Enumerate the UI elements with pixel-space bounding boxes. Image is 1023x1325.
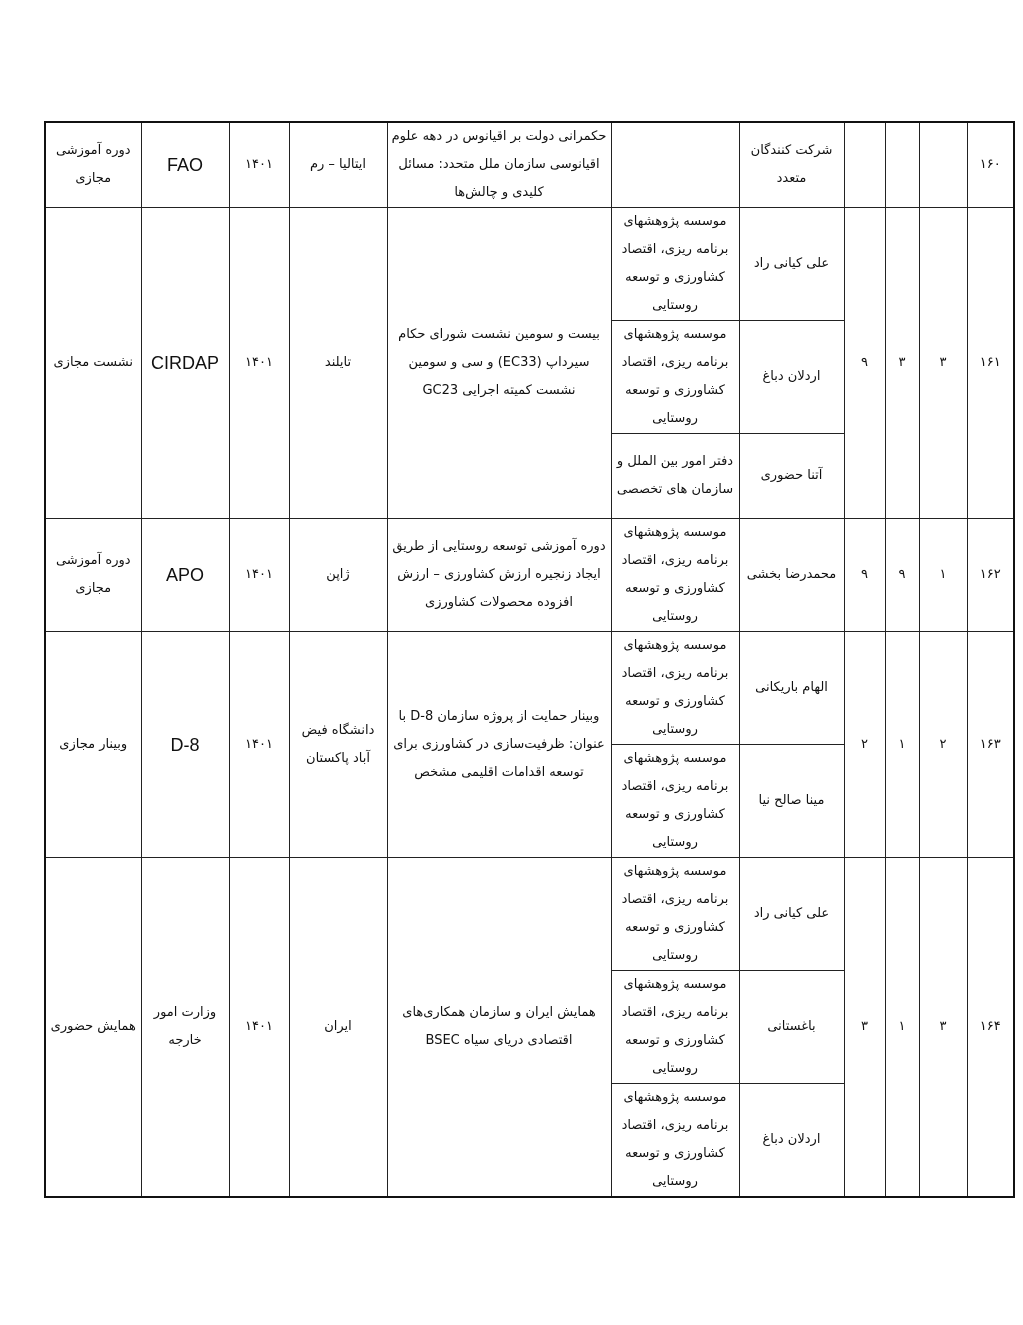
event-title-cell: بیست و سومین نشست شورای حکام سیرداپ (EC33) و سی و سومین نشست کمیته اجرایی GC23 xyxy=(387,208,611,519)
count-cell-a: ۲ xyxy=(919,632,967,858)
count-cell-a: ۱ xyxy=(919,519,967,632)
row-number-cell: ۱۶۳ xyxy=(967,632,1014,858)
participant-organization-cell: موسسه پژوهشهای برنامه ریزی، اقتصاد کشاورزی و توسعه روستایی xyxy=(611,745,739,858)
organizer-cell: APO xyxy=(141,519,229,632)
event-title-cell: وبینار حمایت از پروژه سازمان D-8 با عنوان: ظرفیت‌سازی در کشاورزی برای توسعه اقدامات اقلیمی مشخص xyxy=(387,632,611,858)
participant-organization-cell: موسسه پژوهشهای برنامه ریزی، اقتصاد کشاورزی و توسعه روستایی xyxy=(611,1084,739,1198)
table-row xyxy=(45,122,1014,208)
participant-name-cell: اردلان دباغ xyxy=(739,1084,844,1198)
year-cell: ۱۴۰۱ xyxy=(229,122,289,208)
participant-name-cell: اردلان دباغ xyxy=(739,321,844,434)
participant-organization-cell: موسسه پژوهشهای برنامه ریزی، اقتصاد کشاورزی و توسعه روستایی xyxy=(611,321,739,434)
participant-organization-cell: موسسه پژوهشهای برنامه ریزی، اقتصاد کشاورزی و توسعه روستایی xyxy=(611,971,739,1084)
event-type-cell: وبینار مجازی xyxy=(45,632,141,858)
participant-name-cell: الهام باریکانی xyxy=(739,632,844,745)
count-cell-b xyxy=(885,122,919,208)
table-row xyxy=(45,208,1014,321)
count-cell-a: ۳ xyxy=(919,858,967,1198)
participant-organization-cell: موسسه پژوهشهای برنامه ریزی، اقتصاد کشاورزی و توسعه روستایی xyxy=(611,519,739,632)
year-cell: ۱۴۰۱ xyxy=(229,519,289,632)
count-cell-b: ۱ xyxy=(885,858,919,1198)
event-title-cell: دوره آموزشی توسعه روستایی از طریق ایجاد زنجیره ارزش کشاورزی – ارزش افزوده محصولات کشاورزی xyxy=(387,519,611,632)
row-number-cell: ۱۶۰ xyxy=(967,122,1014,208)
count-cell-b: ۳ xyxy=(885,208,919,519)
count-cell-b: ۱ xyxy=(885,632,919,858)
participant-organization-cell: موسسه پژوهشهای برنامه ریزی، اقتصاد کشاورزی و توسعه روستایی xyxy=(611,632,739,745)
location-cell: ایتالیا – رم xyxy=(289,122,387,208)
row-number-cell: ۱۶۲ xyxy=(967,519,1014,632)
location-cell: تایلند xyxy=(289,208,387,519)
year-cell: ۱۴۰۱ xyxy=(229,208,289,519)
organizer-cell: FAO xyxy=(141,122,229,208)
year-cell: ۱۴۰۱ xyxy=(229,632,289,858)
participant-name-cell: مینا صالح نیا xyxy=(739,745,844,858)
table-body xyxy=(45,122,1014,1197)
event-type-cell: دوره آموزشی مجازی xyxy=(45,122,141,208)
participant-organization-cell: دفتر امور بین الملل و سازمان های تخصصی xyxy=(611,434,739,519)
count-cell-a xyxy=(919,122,967,208)
participant-name-cell: علی کیانی راد xyxy=(739,858,844,971)
table-row xyxy=(45,632,1014,745)
count-cell-c: ۹ xyxy=(844,519,885,632)
count-cell-c: ۹ xyxy=(844,208,885,519)
count-cell-c: ۳ xyxy=(844,858,885,1198)
participant-organization-cell: موسسه پژوهشهای برنامه ریزی، اقتصاد کشاورزی و توسعه روستایی xyxy=(611,858,739,971)
count-cell-a: ۳ xyxy=(919,208,967,519)
participant-organization-cell: موسسه پژوهشهای برنامه ریزی، اقتصاد کشاورزی و توسعه روستایی xyxy=(611,208,739,321)
organizer-cell: CIRDAP xyxy=(141,208,229,519)
participant-name-cell: شرکت کنندگان متعدد xyxy=(739,122,844,208)
event-title-cell: حکمرانی دولت بر اقیانوس در دهه علوم اقیانوسی سازمان ملل متحدد: مسائل کلیدی و چالش‌ها xyxy=(387,122,611,208)
organizer-cell: D-8 xyxy=(141,632,229,858)
year-cell: ۱۴۰۱ xyxy=(229,858,289,1198)
count-cell-c xyxy=(844,122,885,208)
row-number-cell: ۱۶۱ xyxy=(967,208,1014,519)
activities-table xyxy=(44,121,1015,1198)
participant-name-cell: محمدرضا بخشی xyxy=(739,519,844,632)
participant-name-cell: آتنا حضوری xyxy=(739,434,844,519)
location-cell: ژاپن xyxy=(289,519,387,632)
event-type-cell: همایش حضوری xyxy=(45,858,141,1198)
row-number-cell: ۱۶۴ xyxy=(967,858,1014,1198)
participant-name-cell: باغستانی xyxy=(739,971,844,1084)
table-row xyxy=(45,858,1014,971)
count-cell-b: ۹ xyxy=(885,519,919,632)
location-cell: دانشگاه فیض آباد پاکستان xyxy=(289,632,387,858)
participant-name-cell: علی کیانی راد xyxy=(739,208,844,321)
location-cell: ایران xyxy=(289,858,387,1198)
table-row xyxy=(45,519,1014,632)
event-type-cell: نشست مجازی xyxy=(45,208,141,519)
participant-organization-cell xyxy=(611,122,739,208)
organizer-cell: وزارت امور خارجه xyxy=(141,858,229,1198)
event-title-cell: همایش ایران و سازمان همکاری‌های اقتصادی دریای سیاه BSEC xyxy=(387,858,611,1198)
event-type-cell: دوره آموزشی مجازی xyxy=(45,519,141,632)
count-cell-c: ۲ xyxy=(844,632,885,858)
